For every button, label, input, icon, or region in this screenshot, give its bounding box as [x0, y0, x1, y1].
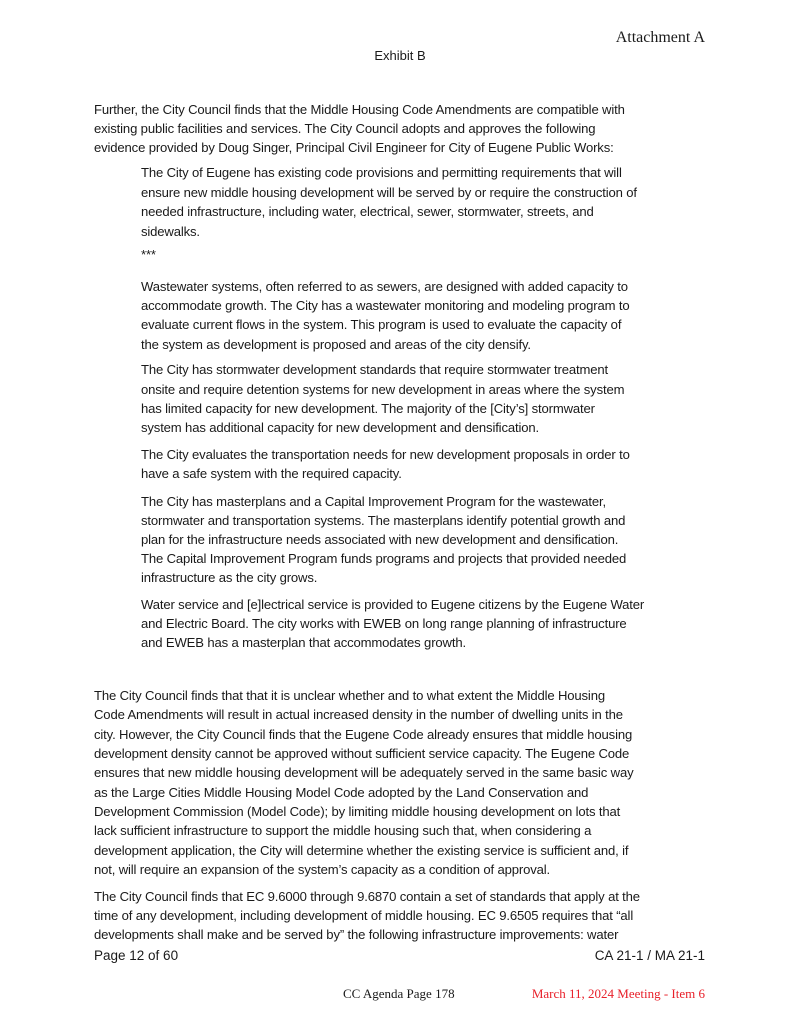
text-line: time of any development, including development of middle housing. EC 9.6505 requires that “all — [94, 908, 634, 923]
page-number: Page 12 of 60 — [94, 948, 179, 963]
attachment-label: Attachment A — [615, 29, 705, 46]
text-line: The City Council finds that EC 9.6000 through 9.6870 contain a set of standards that apply at the — [94, 889, 640, 904]
text-line: the system as development is proposed and areas of the city densify. — [141, 337, 531, 352]
text-line: needed infrastructure, including water, electrical, sewer, stormwater, streets, and — [141, 204, 594, 219]
meeting-label: March 11, 2024 Meeting - Item 6 — [531, 986, 705, 1001]
text-line: infrastructure as the city grows. — [141, 570, 318, 585]
text-line: sidewalks. — [141, 224, 200, 239]
text-line: developments shall make and be served by” the following infrastructure improvements: water — [94, 927, 619, 942]
text-line: evaluate current flows in the system. This program is used to evaluate the capacity of — [141, 317, 622, 332]
text-line: have a safe system with the required capacity. — [141, 466, 402, 481]
text-line: Further, the City Council finds that the Middle Housing Code Amendments are compatible with — [94, 102, 625, 117]
text-line: development density cannot be approved without sufficient service capacity. The Eugene Code — [94, 746, 630, 761]
text-line: existing public facilities and services. The City Council adopts and approves the following — [94, 121, 596, 136]
text-line: system has additional capacity for new development and densification. — [141, 420, 539, 435]
text-line: The City evaluates the transportation needs for new development proposals in order to — [141, 447, 630, 462]
text-line: The City of Eugene has existing code provisions and permitting requirements that will — [141, 165, 622, 180]
text-line: has limited capacity for new development. The majority of the [City’s] stormwater — [141, 401, 595, 416]
text-line: evidence provided by Doug Singer, Principal Civil Engineer for City of Eugene Public Works: — [94, 140, 614, 155]
text-line: accommodate growth. The City has a wastewater monitoring and modeling program to — [141, 298, 630, 313]
text-line: The City has masterplans and a Capital Improvement Program for the wastewater, — [141, 494, 606, 509]
text-line: plan for the infrastructure needs associated with new development and densification. — [141, 532, 619, 547]
text-line: Development Commission (Model Code); by limiting middle housing development on lots that — [94, 804, 621, 819]
text-line: development application, the City will determine whether the existing service is sufficient and, if — [94, 843, 629, 858]
text-line: Code Amendments will result in actual increased density in the number of dwelling units in the — [94, 707, 623, 722]
text-line: and Electric Board. The city works with EWEB on long range planning of infrastructure — [141, 616, 627, 631]
text-line: Wastewater systems, often referred to as sewers, are designed with added capacity to — [141, 279, 628, 294]
agenda-page: CC Agenda Page 178 — [343, 986, 455, 1001]
exhibit-label: Exhibit B — [374, 48, 426, 63]
text-line: stormwater and transportation systems. The masterplans identify potential growth and — [141, 513, 626, 528]
text-line: The City has stormwater development standards that require stormwater treatment — [141, 362, 609, 377]
text-line: ensure new middle housing development will be served by or require the construction of — [141, 185, 637, 200]
case-number: CA 21-1 / MA 21-1 — [594, 948, 705, 963]
text-line: lack sufficient infrastructure to support the middle housing such that, when considering a — [94, 823, 592, 838]
text-line: as the Large Cities Middle Housing Model Code adopted by the Land Conservation and — [94, 785, 589, 800]
text-line: city. However, the City Council finds that the Eugene Code already ensures that middle housing — [94, 727, 633, 742]
text-line: *** — [141, 247, 156, 262]
text-line: onsite and require detention systems for new development in areas where the system — [141, 382, 625, 397]
text-line: and EWEB has a masterplan that accommodates growth. — [141, 635, 466, 650]
text-line: Water service and [e]lectrical service is provided to Eugene citizens by the Eugene Water — [141, 597, 645, 612]
text-line: not, will require an expansion of the system’s capacity as a condition of approval. — [94, 862, 551, 877]
text-line: ensures that new middle housing development will be adequately served in the same basic way — [94, 765, 634, 780]
text-line: The City Council finds that that it is unclear whether and to what extent the Middle Housing — [94, 688, 605, 703]
text-line: The Capital Improvement Program funds programs and projects that provided needed — [141, 551, 627, 566]
